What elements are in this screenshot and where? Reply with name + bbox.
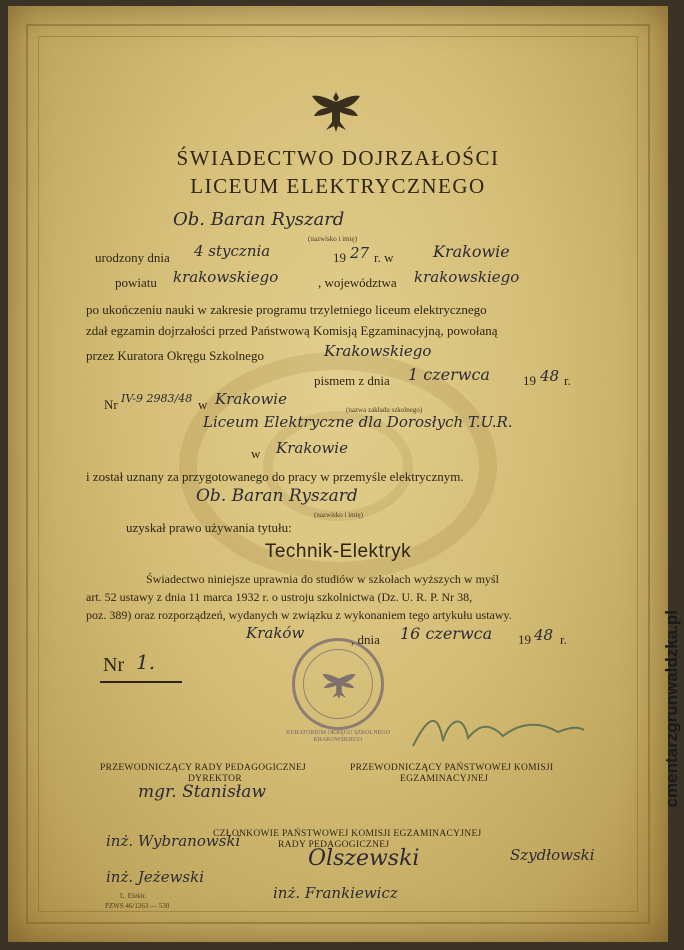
certificate-title-line1: ŚWIADECTWO DOJRZAŁOŚCI xyxy=(176,146,500,170)
signature-label-right1: PRZEWODNICZĄCY PAŃSTWOWEJ KOMISJI xyxy=(350,763,554,773)
letter-year-handwritten: 48 xyxy=(540,367,560,385)
born-r-w: r. w xyxy=(374,250,394,265)
nr-place-handwritten: Krakowie xyxy=(215,390,287,408)
voivodeship-handwritten: krakowskiego xyxy=(414,268,520,286)
issue-year-prefix: 19 xyxy=(518,632,531,647)
legal-text-line1: Świadectwo niniejsze uprawnia do studiów w szkołach wyższych w myśl xyxy=(146,572,499,586)
certificate-sheet xyxy=(8,6,668,942)
district-handwritten: krakowskiego xyxy=(173,268,279,286)
nr-w-label: w xyxy=(198,397,208,412)
member-signature-3: inż. Frankiewicz xyxy=(273,884,398,902)
form-code-line2: PZWS 46/1263 — 530 xyxy=(105,902,170,910)
degree-title: Technik-Elektryk xyxy=(264,541,412,562)
member-signature-5: Olszewski xyxy=(308,846,420,871)
born-year-handwritten: 27 xyxy=(350,244,370,262)
seal-eagle-icon xyxy=(321,665,357,703)
certificate-number-label: Nr xyxy=(103,654,125,676)
school-caption: (nazwa zakładu szkolnego) xyxy=(346,406,423,414)
w-label: w xyxy=(251,446,261,461)
exam-line: zdał egzamin dojrzałości przed Państwową Komisją Egzaminacyjną, powołaną xyxy=(86,323,498,338)
born-date-handwritten: 4 stycznia xyxy=(194,242,271,260)
title-right-label: uzyskał prawo używania tytułu: xyxy=(126,520,292,535)
nr-handwritten: IV-9 2983/48 xyxy=(121,392,193,405)
born-year-prefix: 19 xyxy=(333,250,346,265)
issue-place-handwritten: Kraków xyxy=(246,624,305,642)
site-watermark: cmentarzgrunwaldzka.pl xyxy=(662,610,681,808)
issue-r-label: r. xyxy=(560,632,567,647)
signature-label-left2: DYREKTOR xyxy=(188,774,242,784)
curator-handwritten: Krakowskiego xyxy=(324,342,432,360)
name2-handwritten: Ob. Baran Ryszard xyxy=(196,486,358,506)
legal-text-line2: art. 52 ustawy z dnia 11 marca 1932 r. o ustroju szkolnictwa (Dz. U. R. P. Nr 38, xyxy=(86,590,473,604)
recognized-line: i został uznany za przygotowanego do pracy w przemyśle elektrycznym. xyxy=(86,469,464,484)
members-label-line2: RADY PEDAGOGICZNEJ xyxy=(278,840,390,850)
born-label: urodzony dnia xyxy=(95,250,170,265)
name-handwritten: Ob. Baran Ryszard xyxy=(173,209,345,230)
school-place-handwritten: Krakowie xyxy=(276,439,348,457)
members-label-line1: CZŁONKOWIE PAŃSTWOWEJ KOMISJI EGZAMINACYJNEJ xyxy=(213,829,482,839)
issue-date-handwritten: 16 czerwca xyxy=(400,624,493,643)
eagle-emblem-icon xyxy=(310,86,362,134)
school-handwritten: Liceum Elektryczne dla Dorosłych T.U.R. xyxy=(203,413,513,431)
official-seal xyxy=(292,638,384,730)
certificate-number-handwritten: 1. xyxy=(136,650,156,674)
curator-label: przez Kuratora Okręgu Szkolnego xyxy=(86,348,264,363)
letter-label: pismem z dnia xyxy=(314,373,390,388)
number-underline xyxy=(100,681,182,683)
district-label: powiatu xyxy=(115,275,157,290)
certificate-title-line2: LICEUM ELEKTRYCZNEGO xyxy=(190,174,486,198)
issue-year-handwritten: 48 xyxy=(534,626,554,644)
seal-text: KURATORIUM OKRĘGU SZKOLNEGO KRAKOWSKIEGO xyxy=(286,730,390,743)
name2-caption: (nazwisko i imię) xyxy=(314,511,363,519)
letter-year-prefix: 19 xyxy=(523,373,536,388)
legal-text-line3: poz. 389) oraz rozporządzeń, wydanych w związku z wykonaniem tego artykułu ustawy. xyxy=(86,608,512,622)
issue-dnia-label: , dnia xyxy=(351,632,380,647)
letter-date-handwritten: 1 czerwca xyxy=(408,365,490,384)
signature-label-left1: PRZEWODNICZĄCY RADY PEDAGOGICZNEJ xyxy=(100,763,307,773)
member-signature-2: inż. Jeżewski xyxy=(106,868,204,886)
member-signature-4: Szydłowski xyxy=(510,846,595,864)
name-caption: (nazwisko i imię) xyxy=(308,235,357,243)
letter-r: r. xyxy=(564,373,571,388)
chairman-signature xyxy=(408,706,588,756)
voivodeship-label: , województwa xyxy=(318,275,397,290)
completed-line: po ukończeniu nauki w zakresie programu trzyletniego liceum elektrycznego xyxy=(86,302,487,317)
nr-label: Nr xyxy=(104,397,118,412)
form-code-line1: L. Elektr. xyxy=(120,892,147,900)
member-signature-1: inż. Wybranowski xyxy=(106,832,241,850)
born-place-handwritten: Krakowie xyxy=(433,242,510,261)
director-signature: mgr. Stanisław xyxy=(138,782,266,802)
signature-label-right2: EGZAMINACYJNEJ xyxy=(400,774,489,784)
